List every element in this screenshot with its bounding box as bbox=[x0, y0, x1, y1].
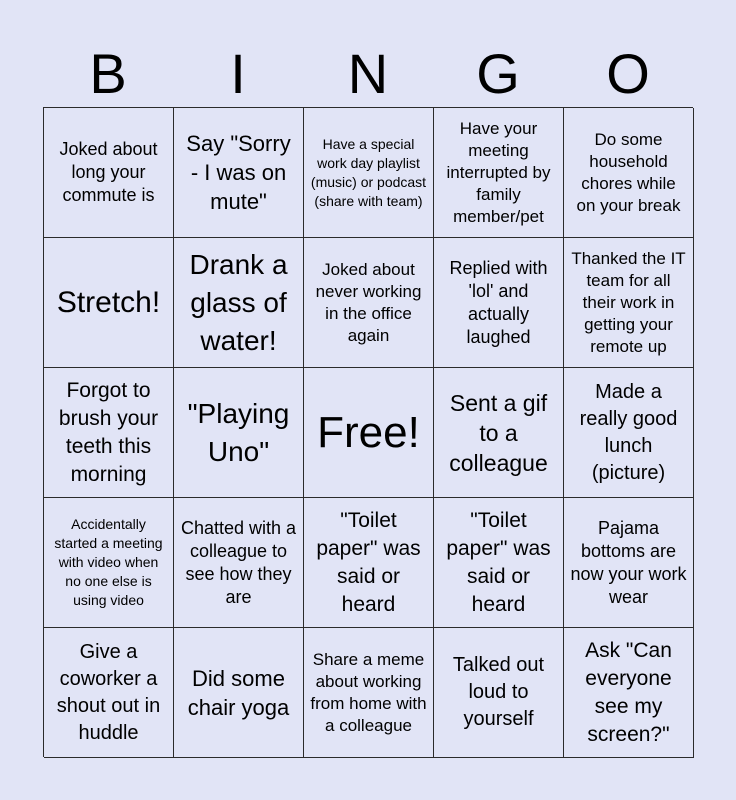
bingo-cell[interactable]: Replied with 'lol' and actually laughed bbox=[434, 238, 564, 368]
bingo-card-grid bbox=[43, 107, 693, 757]
bingo-cell[interactable]: Forgot to brush your teeth this morning bbox=[44, 368, 174, 498]
bingo-cell[interactable]: Stretch! bbox=[44, 238, 174, 368]
header-letter-g: G bbox=[476, 42, 520, 105]
header-letter-b: B bbox=[89, 42, 127, 105]
bingo-cell[interactable]: Accidentally started a meeting with video when no one else is using video bbox=[44, 498, 174, 628]
bingo-cell[interactable]: "Toilet paper" was said or heard bbox=[434, 498, 564, 628]
bingo-cell[interactable]: Have your meeting interrupted by family member/pet bbox=[434, 108, 564, 238]
bingo-header bbox=[43, 40, 693, 108]
bingo-cell[interactable]: Chatted with a colleague to see how they are bbox=[174, 498, 304, 628]
bingo-cell[interactable]: Sent a gif to a colleague bbox=[434, 368, 564, 498]
bingo-cell[interactable]: Joked about never working in the office again bbox=[304, 238, 434, 368]
bingo-cell[interactable]: Made a really good lunch (picture) bbox=[564, 368, 694, 498]
bingo-cell[interactable]: Give a coworker a shout out in huddle bbox=[44, 628, 174, 758]
bingo-cell[interactable]: Ask "Can everyone see my screen?" bbox=[564, 628, 694, 758]
bingo-cell[interactable]: Share a meme about working from home with a colleague bbox=[304, 628, 434, 758]
bingo-cell[interactable]: Have a special work day playlist (music) or podcast (share with team) bbox=[304, 108, 434, 238]
bingo-cell[interactable]: "Toilet paper" was said or heard bbox=[304, 498, 434, 628]
bingo-cell[interactable]: Talked out loud to yourself bbox=[434, 628, 564, 758]
bingo-cell[interactable]: Pajama bottoms are now your work wear bbox=[564, 498, 694, 628]
bingo-cell[interactable]: Drank a glass of water! bbox=[174, 238, 304, 368]
header-letter-i: I bbox=[230, 42, 246, 105]
header-letter-o: O bbox=[606, 42, 650, 105]
bingo-cell[interactable]: "Playing Uno" bbox=[174, 368, 304, 498]
bingo-cell[interactable]: Thanked the IT team for all their work in getting your remote up bbox=[564, 238, 694, 368]
bingo-cell[interactable]: Joked about long your commute is bbox=[44, 108, 174, 238]
header-letter-n: N bbox=[347, 42, 389, 105]
bingo-cell[interactable]: Do some household chores while on your break bbox=[564, 108, 694, 238]
bingo-cell[interactable]: Say "Sorry - I was on mute" bbox=[174, 108, 304, 238]
bingo-cell[interactable]: Did some chair yoga bbox=[174, 628, 304, 758]
free-space-cell[interactable]: Free! bbox=[304, 368, 434, 498]
